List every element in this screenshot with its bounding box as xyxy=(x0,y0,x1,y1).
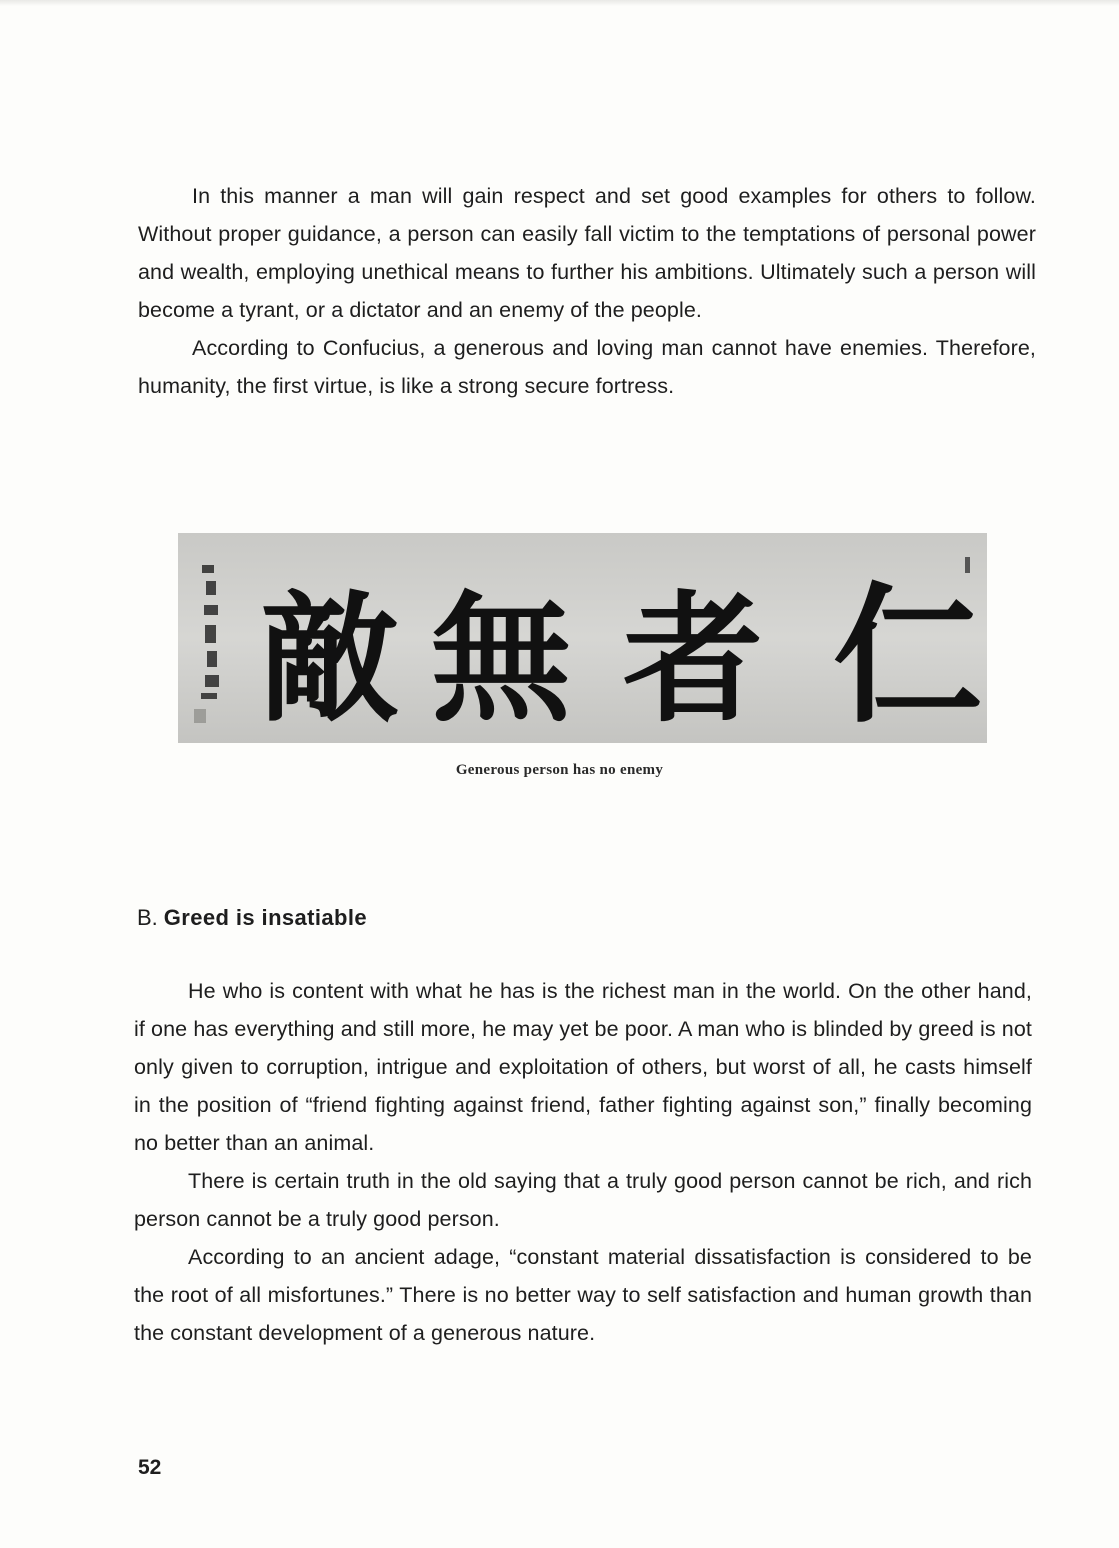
section-heading xyxy=(137,905,367,931)
paragraph: In this manner a man will gain respect and set good examples for others to follow. Without proper guidance, a person can easily fall victim to the temptations of personal power and wealth, employing unethical means to further his ambitions. Ultimately such a person will become a tyrant, or a dictator and an enemy of the people. xyxy=(138,184,1036,322)
calligraphy-artwork xyxy=(178,533,987,743)
svg-text:者: 者 xyxy=(622,579,764,742)
page-number: 52 xyxy=(138,1456,162,1479)
section-a-text xyxy=(138,177,1036,405)
section-title: Greed is insatiable xyxy=(163,905,368,930)
svg-text:無: 無 xyxy=(430,579,572,742)
svg-text:敵: 敵 xyxy=(259,579,401,742)
page-top-edge xyxy=(0,0,1119,6)
paragraph: According to an ancient adage, “constant material dissatisfaction is considered to be the root of all misfortunes.” There is no better way to self satisfaction and human growth than the constant development of a generous nature. xyxy=(134,1245,1032,1345)
figure-caption: Generous person has no enemy xyxy=(455,762,664,778)
paragraph: There is certain truth in the old saying that a truly good person cannot be rich, and rich person cannot be a truly good person. xyxy=(134,1169,1032,1231)
section-b-text xyxy=(134,972,1032,1352)
section-label: B. xyxy=(137,905,158,930)
svg-text:仁: 仁 xyxy=(832,570,984,743)
paragraph: According to Confucius, a generous and loving man cannot have enemies. Therefore, humanity, the first virtue, is like a strong secure fortress. xyxy=(138,336,1036,398)
calligraphy-scroll-image xyxy=(178,533,987,743)
paragraph: He who is content with what he has is the richest man in the world. On the other hand, if one has everything and still more, he may yet be poor. A man who is blinded by greed is not only given to corruption, intrigue and exploitation of others, but worst of all, he casts himself in the position of “friend fighting against friend, father fighting against son,” finally becoming no better than an animal. xyxy=(134,979,1032,1155)
